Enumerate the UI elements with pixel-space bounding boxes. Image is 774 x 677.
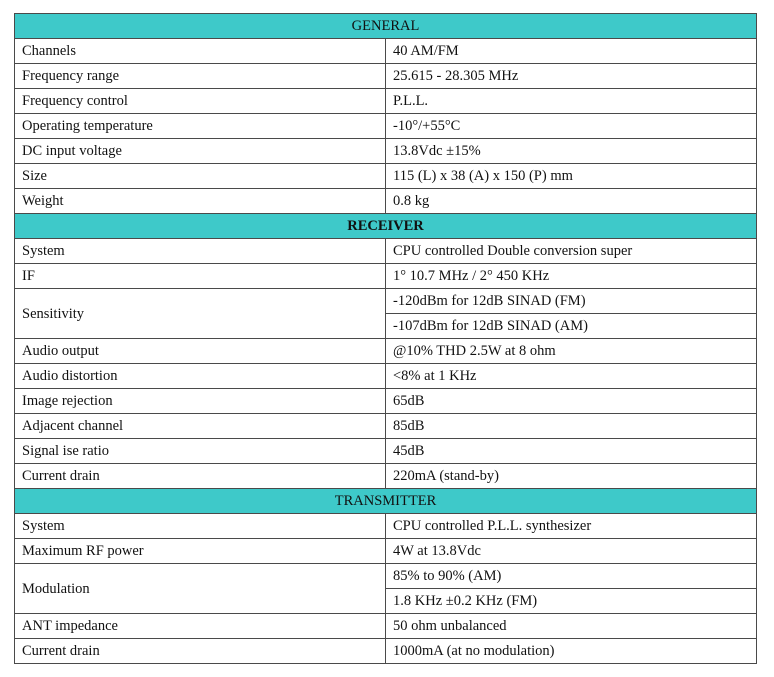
row-value: 45dB [386, 439, 757, 464]
row-label: Modulation [15, 564, 386, 614]
table-row [15, 164, 757, 189]
row-value: CPU controlled P.L.L. synthesizer [386, 514, 757, 539]
row-value: -10°/+55°C [386, 114, 757, 139]
section-header-transmitter [15, 489, 757, 514]
row-value: 220mA (stand-by) [386, 464, 757, 489]
row-value: 65dB [386, 389, 757, 414]
row-label: Adjacent channel [15, 414, 386, 439]
table-row [15, 264, 757, 289]
spec-table [14, 13, 757, 664]
row-label: Size [15, 164, 386, 189]
row-value: 4W at 13.8Vdc [386, 539, 757, 564]
row-label: ANT impedance [15, 614, 386, 639]
table-row [15, 514, 757, 539]
section-title: TRANSMITTER [15, 489, 757, 514]
row-value: -107dBm for 12dB SINAD (AM) [386, 314, 757, 339]
row-label: Channels [15, 39, 386, 64]
section-title: GENERAL [15, 14, 757, 39]
section-header-receiver [15, 214, 757, 239]
row-label: Frequency range [15, 64, 386, 89]
row-value: 115 (L) x 38 (A) x 150 (P) mm [386, 164, 757, 189]
row-label: Audio distortion [15, 364, 386, 389]
table-row [15, 464, 757, 489]
row-label: Operating temperature [15, 114, 386, 139]
row-label: Signal ise ratio [15, 439, 386, 464]
table-row [15, 139, 757, 164]
row-value: 40 AM/FM [386, 39, 757, 64]
row-value: CPU controlled Double conversion super [386, 239, 757, 264]
row-value: <8% at 1 KHz [386, 364, 757, 389]
table-row [15, 189, 757, 214]
section-title: RECEIVER [15, 214, 757, 239]
table-row [15, 239, 757, 264]
row-label: Image rejection [15, 389, 386, 414]
row-value: 0.8 kg [386, 189, 757, 214]
row-label: Sensitivity [15, 289, 386, 339]
table-row [15, 364, 757, 389]
spec-table-body [15, 14, 757, 664]
row-value: 13.8Vdc ±15% [386, 139, 757, 164]
table-row [15, 639, 757, 664]
table-row [15, 564, 757, 589]
row-label: Current drain [15, 639, 386, 664]
table-row [15, 539, 757, 564]
table-row [15, 64, 757, 89]
table-row [15, 414, 757, 439]
row-label: Audio output [15, 339, 386, 364]
row-value: P.L.L. [386, 89, 757, 114]
row-value: 1.8 KHz ±0.2 KHz (FM) [386, 589, 757, 614]
row-label: Weight [15, 189, 386, 214]
row-label: Current drain [15, 464, 386, 489]
table-row [15, 114, 757, 139]
row-value: 1° 10.7 MHz / 2° 450 KHz [386, 264, 757, 289]
table-row [15, 89, 757, 114]
row-value: 25.615 - 28.305 MHz [386, 64, 757, 89]
section-header-general [15, 14, 757, 39]
row-label: System [15, 239, 386, 264]
table-row [15, 289, 757, 314]
row-value: -120dBm for 12dB SINAD (FM) [386, 289, 757, 314]
row-label: IF [15, 264, 386, 289]
row-value: 85% to 90% (AM) [386, 564, 757, 589]
table-row [15, 614, 757, 639]
row-value: @10% THD 2.5W at 8 ohm [386, 339, 757, 364]
row-value: 1000mA (at no modulation) [386, 639, 757, 664]
table-row [15, 339, 757, 364]
table-row [15, 439, 757, 464]
row-value: 85dB [386, 414, 757, 439]
table-row [15, 389, 757, 414]
row-label: Maximum RF power [15, 539, 386, 564]
table-row [15, 39, 757, 64]
row-label: System [15, 514, 386, 539]
row-value: 50 ohm unbalanced [386, 614, 757, 639]
row-label: DC input voltage [15, 139, 386, 164]
row-label: Frequency control [15, 89, 386, 114]
